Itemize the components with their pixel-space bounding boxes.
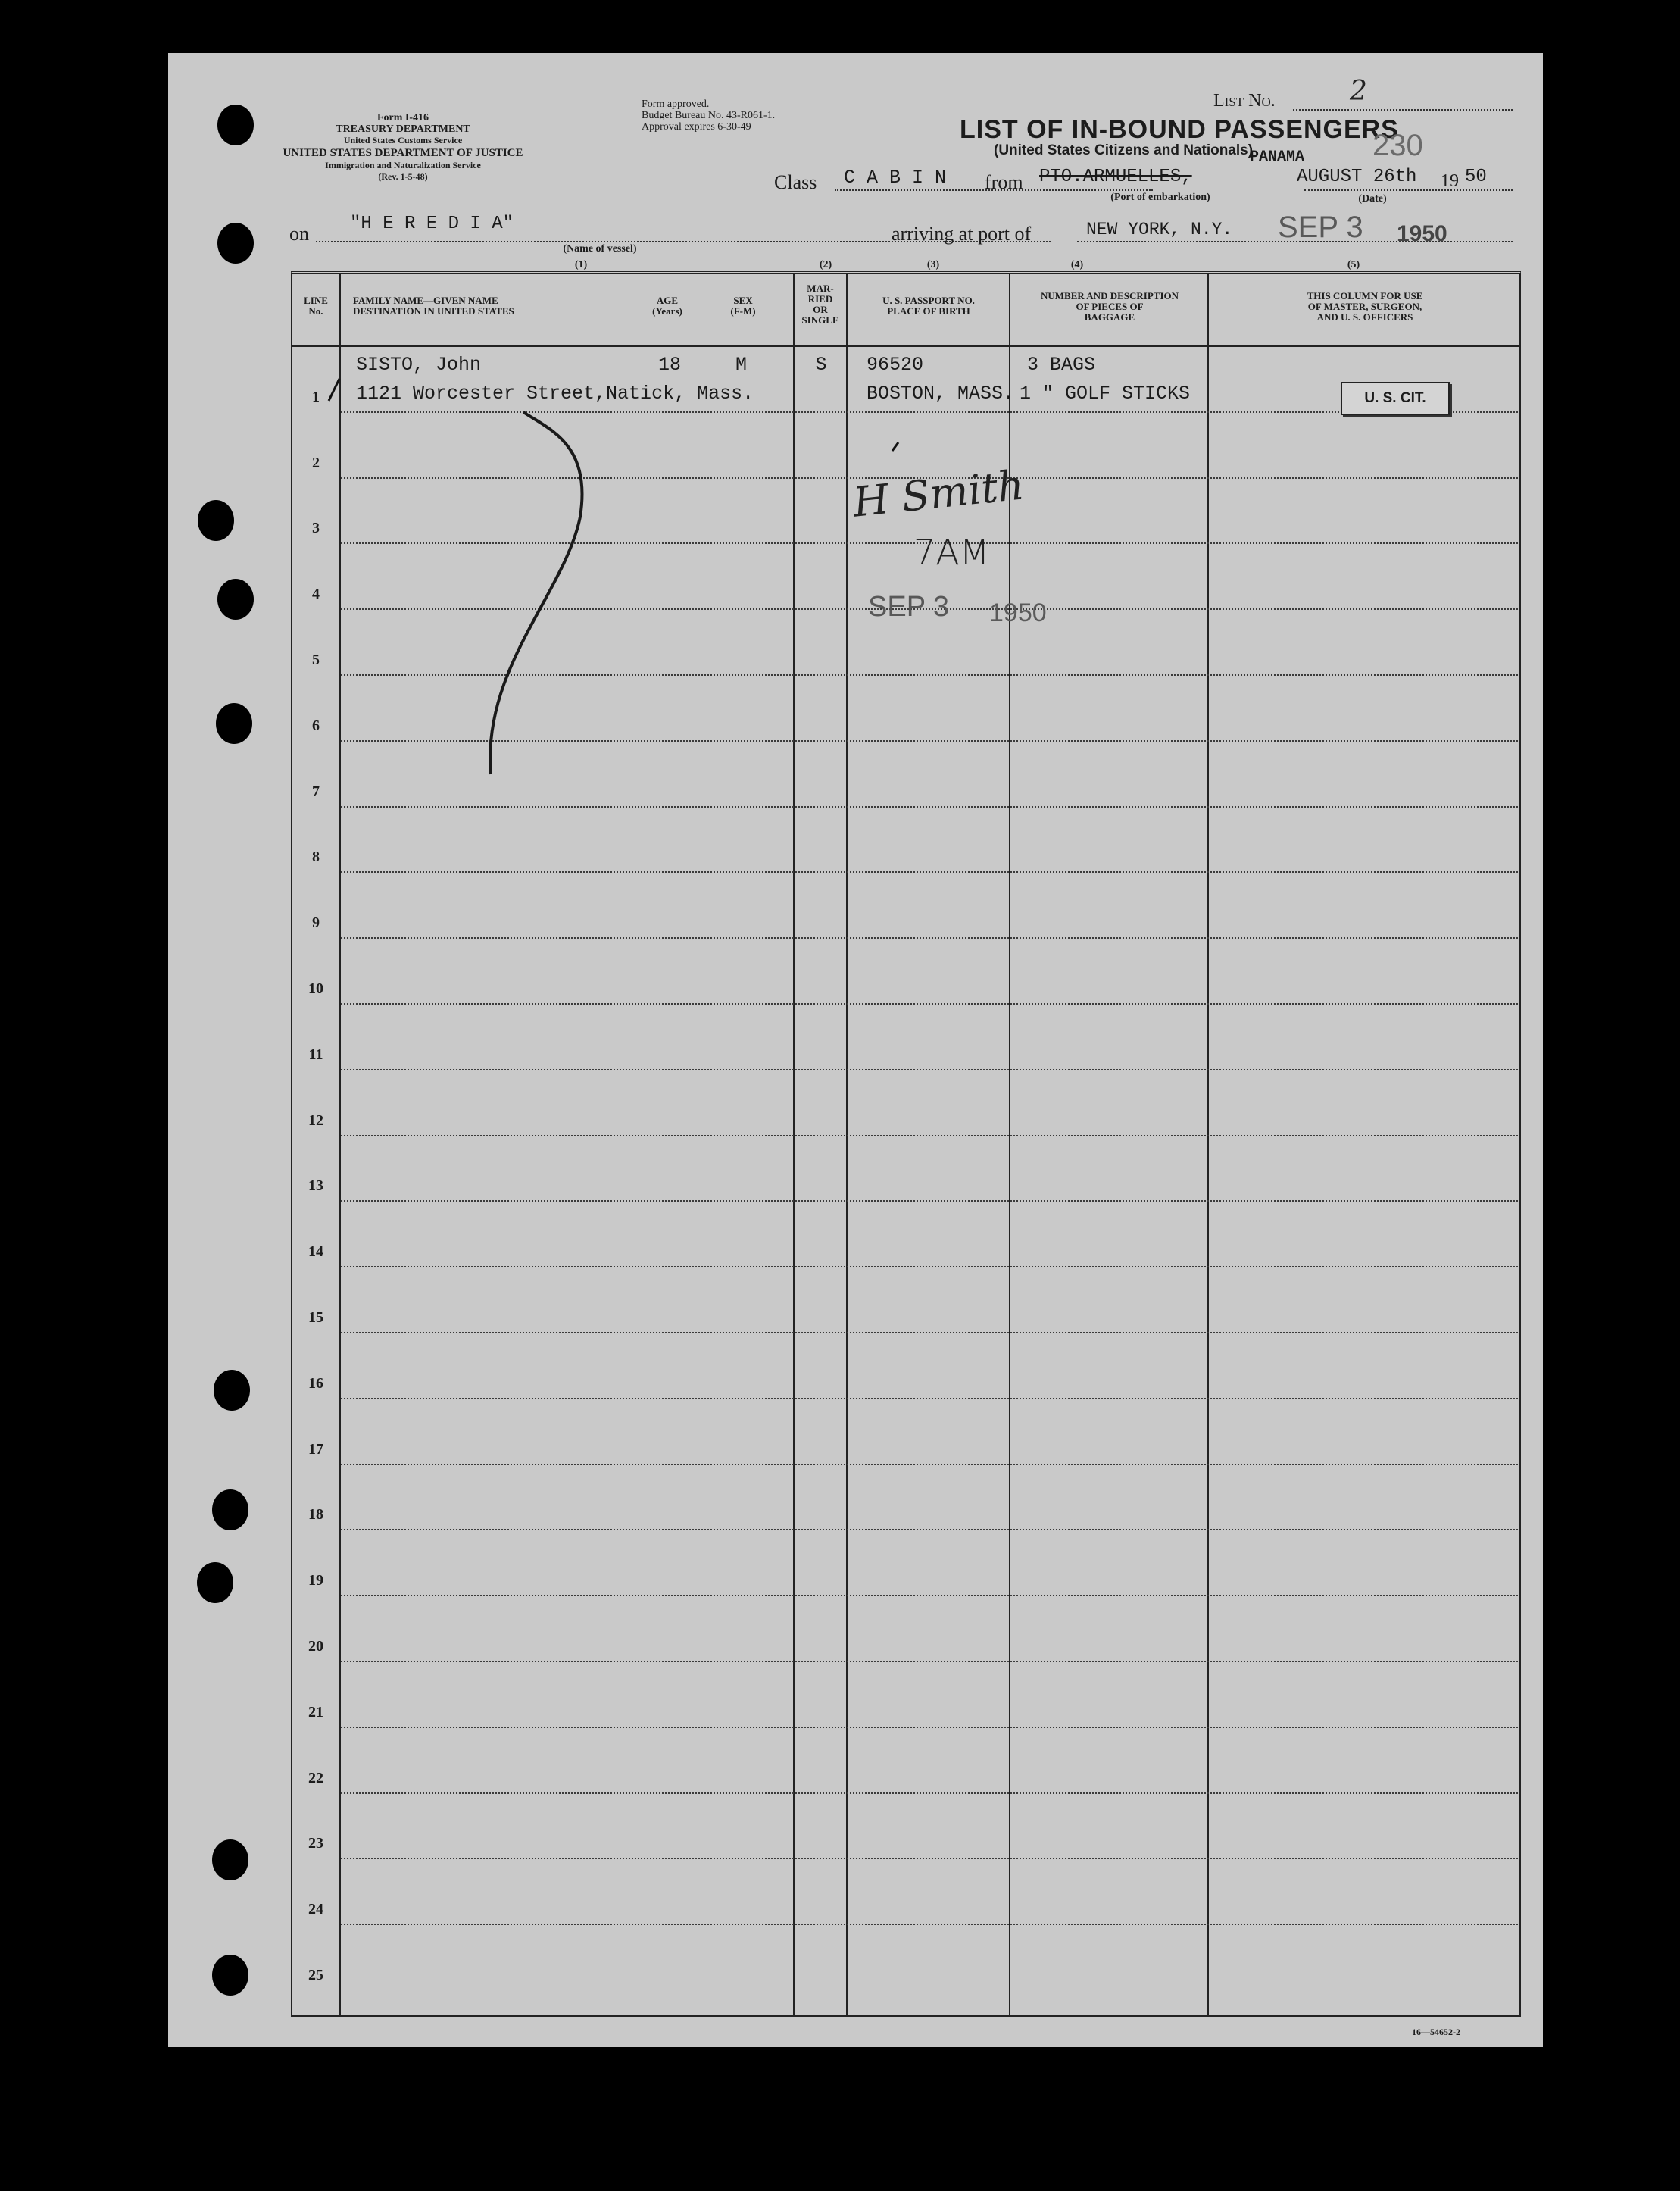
column-number-3: (3) bbox=[926, 259, 940, 270]
line-number: 16 bbox=[308, 1374, 323, 1392]
binder-hole bbox=[217, 223, 254, 264]
arrival-stamp-date: SEP 3 bbox=[1278, 211, 1363, 244]
baggage-line-2: 1 " GOLF STICKS bbox=[1020, 383, 1191, 405]
ditto-pen-mark bbox=[292, 274, 1519, 2015]
header-baggage: NUMBER AND DESCRIPTION OF PIECES OF BAGGAGE bbox=[1040, 290, 1179, 323]
line-number: 17 bbox=[308, 1440, 323, 1458]
inspection-stamp-date: SEP 3 bbox=[868, 591, 950, 623]
ins-service: Immigration and Naturalization Service bbox=[325, 160, 481, 170]
header-officers: THIS COLUMN FOR USE OF MASTER, SURGEON, AND U. S. OFFICERS bbox=[1307, 290, 1423, 323]
line-number: 19 bbox=[308, 1572, 323, 1589]
budget-bureau: Budget Bureau No. 43-R061-1. bbox=[642, 110, 776, 121]
line-number: 21 bbox=[308, 1703, 323, 1721]
stamp-number: 230 bbox=[1372, 129, 1423, 162]
line-number: 13 bbox=[308, 1177, 323, 1195]
arrival-stamp-year: 1950 bbox=[1397, 221, 1447, 246]
class-value: C A B I N bbox=[844, 167, 947, 189]
passenger-name: SISTO, John bbox=[356, 354, 482, 376]
passenger-age: 18 bbox=[658, 354, 682, 376]
vessel-name: "H E R E D I A" bbox=[350, 214, 514, 234]
customs-service: United States Customs Service bbox=[343, 135, 463, 145]
list-no-rule bbox=[1293, 109, 1513, 111]
binder-hole bbox=[216, 703, 252, 744]
binder-hole bbox=[197, 1562, 233, 1603]
port-of-embarkation: PTO.ARMUELLES, bbox=[1039, 167, 1192, 187]
column-number-5: (5) bbox=[1347, 259, 1360, 270]
baggage-line-1: 3 BAGS bbox=[1027, 354, 1096, 376]
department-of-justice: UNITED STATES DEPARTMENT OF JUSTICE bbox=[283, 147, 523, 159]
embarkation-country: PANAMA bbox=[1250, 148, 1305, 166]
list-no-label: List No. bbox=[1213, 91, 1276, 111]
port-caption: (Port of embarkation) bbox=[1110, 192, 1210, 203]
line-number: 25 bbox=[308, 1967, 323, 1983]
arriving-label: arriving at port of bbox=[892, 223, 1032, 245]
list-no-value: 2 bbox=[1350, 76, 1367, 107]
passenger-marital: S bbox=[815, 354, 827, 376]
line-number: 10 bbox=[308, 980, 323, 997]
line-number: 7 bbox=[312, 783, 320, 800]
line-number: 24 bbox=[308, 1901, 323, 1918]
binder-hole bbox=[212, 1489, 248, 1530]
line-number: 22 bbox=[308, 1769, 323, 1786]
binder-hole bbox=[214, 1370, 250, 1411]
footer-code: 16—54652-2 bbox=[1412, 2027, 1460, 2037]
line-number: 9 bbox=[312, 914, 320, 932]
passenger-address: 1121 Worcester Street,Natick, Mass. bbox=[356, 383, 754, 405]
date-rule bbox=[1304, 189, 1513, 191]
binder-hole bbox=[212, 1955, 248, 1996]
column-number-1: (1) bbox=[574, 259, 588, 270]
header-married: MAR- RIED OR SINGLE bbox=[801, 283, 839, 326]
year-value: 50 bbox=[1465, 167, 1487, 187]
page-subtitle: (United States Citizens and Nationals) bbox=[994, 142, 1254, 158]
inspection-stamp-year: 1950 bbox=[989, 599, 1047, 627]
line-number: 20 bbox=[308, 1638, 323, 1655]
column-number-4: (4) bbox=[1070, 259, 1084, 270]
vertical-pen-stroke bbox=[490, 412, 582, 774]
treasury-department: TREASURY DEPARTMENT bbox=[336, 123, 470, 135]
line-number: 6 bbox=[312, 717, 320, 734]
line-number: 2 bbox=[312, 454, 320, 471]
manifest-sheet bbox=[168, 53, 1543, 2047]
header-sex: SEX (F-M) bbox=[730, 295, 756, 317]
form-number: Form I-416 bbox=[376, 112, 429, 123]
line-number: 3 bbox=[312, 520, 320, 537]
line-number: 15 bbox=[308, 1309, 323, 1326]
line-number: 1 bbox=[312, 388, 320, 405]
line-number: 23 bbox=[308, 1835, 323, 1852]
binder-hole bbox=[217, 105, 254, 145]
departure-date: AUGUST 26th bbox=[1297, 167, 1417, 187]
us-citizen-stamp: U. S. CIT. bbox=[1341, 382, 1450, 415]
on-label: on bbox=[289, 223, 309, 245]
binder-hole bbox=[212, 1839, 248, 1880]
line-number: 14 bbox=[308, 1243, 323, 1261]
year-prefix: 19 bbox=[1441, 171, 1459, 191]
header-age: AGE (Years) bbox=[652, 295, 682, 317]
line-number: 5 bbox=[312, 652, 320, 668]
line-number: 12 bbox=[308, 1111, 323, 1129]
header-line-no: LINE No. bbox=[304, 295, 328, 317]
from-label: from bbox=[985, 171, 1023, 193]
revision: (Rev. 1-5-48) bbox=[378, 171, 428, 182]
line-number: 8 bbox=[312, 849, 320, 866]
form-approved: Form approved. bbox=[642, 98, 710, 110]
header-passport: U. S. PASSPORT NO. PLACE OF BIRTH bbox=[882, 295, 975, 317]
arrival-port: NEW YORK, N.Y. bbox=[1086, 220, 1233, 239]
line-number: 18 bbox=[308, 1506, 323, 1524]
check-mark bbox=[329, 379, 339, 401]
approval-expires: Approval expires 6-30-49 bbox=[642, 121, 751, 133]
inspection-time: 7AM bbox=[913, 532, 990, 573]
passenger-passport: 96520 bbox=[867, 354, 924, 376]
passenger-birthplace: BOSTON, MASS. bbox=[867, 383, 1015, 405]
line-number: 11 bbox=[308, 1045, 323, 1063]
inspector-signature: H Smith bbox=[851, 461, 1026, 527]
header-name: FAMILY NAME—GIVEN NAME DESTINATION IN UNITED STATES bbox=[353, 295, 514, 317]
class-label: Class bbox=[774, 171, 817, 193]
date-caption: (Date) bbox=[1358, 193, 1387, 205]
passport-check-mark bbox=[892, 442, 898, 451]
binder-hole bbox=[198, 500, 234, 541]
column-number-2: (2) bbox=[819, 259, 832, 270]
line-number: 4 bbox=[312, 586, 320, 603]
passenger-table bbox=[291, 271, 1521, 2017]
vessel-caption: (Name of vessel) bbox=[563, 243, 637, 255]
passenger-sex: M bbox=[735, 354, 748, 376]
binder-hole bbox=[217, 579, 254, 620]
page-title: LIST OF IN-BOUND PASSENGERS bbox=[960, 115, 1399, 144]
